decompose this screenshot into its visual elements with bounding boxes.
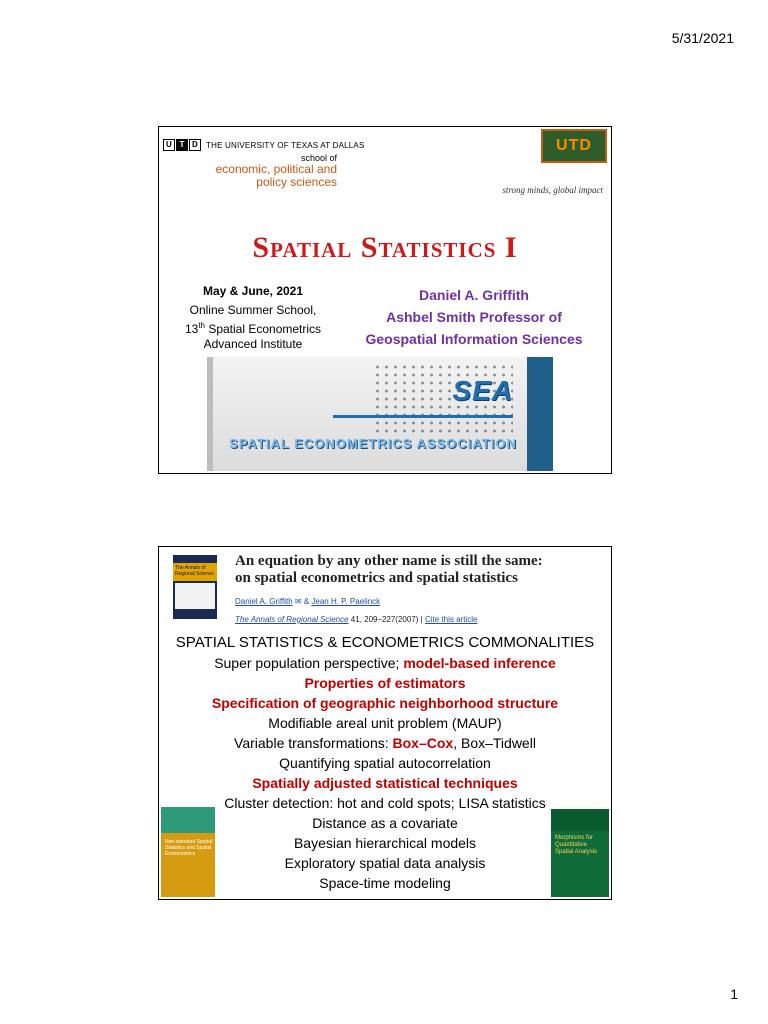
list-item: Cluster detection: hot and cold spots; LISA statistics bbox=[224, 795, 546, 811]
commonalities-heading: SPATIAL STATISTICS & ECONOMETRICS COMMONALITIES bbox=[175, 634, 595, 651]
list-item: Specification of geographic neighborhood structure bbox=[211, 695, 559, 711]
presenter-title-1: Ashbel Smith Professor of bbox=[386, 309, 562, 325]
tagline: strong minds, global impact bbox=[502, 185, 603, 195]
citation-volume-pages: 41, 209–227(2007) bbox=[350, 615, 419, 624]
book-right-title: Morphisms for Quantitative Spatial Analysis bbox=[555, 835, 598, 855]
utd-letter-u: U bbox=[163, 139, 175, 151]
author-link-griffith[interactable]: Daniel A. Griffith bbox=[235, 597, 293, 606]
utd-university-line bbox=[163, 139, 383, 151]
presenter-info bbox=[347, 284, 601, 350]
paper-title-line-2: on spatial econometrics and spatial statistics bbox=[235, 570, 518, 586]
school-line-1: school of bbox=[300, 153, 337, 163]
banner-side-strip bbox=[207, 357, 213, 471]
list-item: Exploratory spatial data analysis bbox=[284, 855, 486, 871]
paper-citation bbox=[235, 615, 477, 624]
journal-cover-panel bbox=[175, 583, 215, 609]
list-item: Distance as a covariate bbox=[312, 815, 458, 831]
item-highlight: model-based inference bbox=[403, 655, 556, 671]
author-link-paelinck[interactable]: Jean H. P. Paelinck bbox=[311, 597, 381, 606]
item-text: Super population perspective; bbox=[214, 655, 404, 671]
event-edition-suffix: th bbox=[198, 321, 205, 330]
sea-banner-text: SPATIAL ECONOMETRICS ASSOCIATION bbox=[229, 436, 517, 451]
list-item: Spatially adjusted statistical techniques bbox=[252, 775, 518, 791]
journal-link[interactable]: The Annals of Regional Science bbox=[235, 615, 349, 624]
list-item: Modifiable areal unit problem (MAUP) bbox=[268, 715, 502, 731]
sea-logo: SEA bbox=[452, 375, 513, 406]
paper-title-line-1: An equation by any other name is still the same: bbox=[235, 553, 543, 569]
cite-this-article-link[interactable]: Cite this article bbox=[424, 615, 478, 624]
page-date: 5/31/2021 bbox=[671, 30, 734, 46]
list-item bbox=[159, 653, 611, 673]
utd-logo-text: UTD bbox=[556, 137, 592, 154]
list-item bbox=[159, 733, 611, 753]
book-left-title: Non-standard Spatial Statistics and Spatial Econometrics bbox=[165, 839, 212, 857]
school-name bbox=[177, 153, 337, 189]
presenter-name: Daniel A. Griffith bbox=[419, 287, 529, 303]
item-text-rest: , Box–Tidwell bbox=[453, 735, 536, 751]
page-number: 1 bbox=[730, 986, 738, 1002]
event-info bbox=[173, 284, 333, 352]
school-line-3: policy sciences bbox=[256, 175, 337, 189]
university-name: THE UNIVERSITY OF TEXAS AT DALLAS bbox=[206, 140, 365, 150]
mail-icon: ✉ bbox=[294, 597, 302, 606]
list-item: Properties of estimators bbox=[304, 675, 466, 691]
journal-cover-title: The Annals of Regional Science bbox=[175, 565, 214, 577]
citation-divider: | bbox=[420, 615, 423, 624]
slide-1 bbox=[158, 126, 612, 474]
slide-title: Spatial Statistics I bbox=[252, 231, 518, 264]
sea-banner bbox=[207, 357, 553, 471]
slide-2 bbox=[158, 546, 612, 900]
utd-header bbox=[163, 139, 383, 189]
banner-underline bbox=[333, 415, 513, 418]
journal-cover-image bbox=[173, 555, 217, 619]
author-separator: & bbox=[303, 597, 312, 606]
utd-letter-d: D bbox=[189, 139, 201, 151]
utd-letter-t: T bbox=[176, 139, 188, 151]
list-item: Quantifying spatial autocorrelation bbox=[279, 755, 491, 771]
list-item: Bayesian hierarchical models bbox=[293, 835, 477, 851]
paper-title bbox=[235, 553, 605, 587]
event-line-1: Online Summer School, bbox=[189, 303, 317, 317]
utd-letter-boxes bbox=[163, 139, 202, 151]
paper-authors bbox=[235, 597, 380, 606]
commonalities-list bbox=[159, 633, 611, 893]
event-date: May & June, 2021 bbox=[202, 284, 304, 298]
item-highlight: Box–Cox bbox=[392, 735, 454, 751]
event-edition-number: 13 bbox=[184, 322, 199, 336]
utd-logo bbox=[541, 129, 607, 163]
banner-blue-bar bbox=[527, 357, 553, 471]
event-line-2 bbox=[173, 318, 333, 337]
list-item: Space-time modeling bbox=[319, 875, 451, 891]
item-text: Variable transformations: bbox=[234, 735, 393, 751]
school-line-2: economic, political and bbox=[215, 162, 337, 176]
presenter-title-2: Geospatial Information Sciences bbox=[365, 331, 583, 347]
event-edition-rest: Spatial Econometrics bbox=[204, 322, 322, 336]
event-line-3: Advanced Institute bbox=[203, 337, 303, 351]
